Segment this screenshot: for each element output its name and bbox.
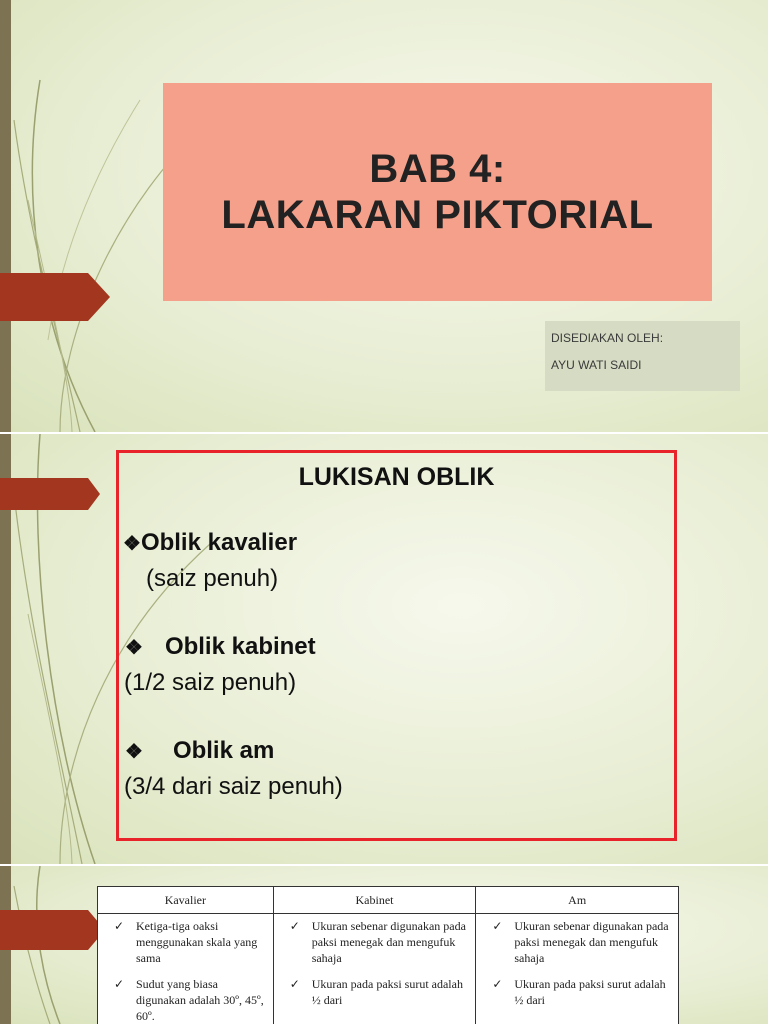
table-row — [98, 914, 679, 1024]
author-box — [545, 321, 740, 391]
oblik-content-box — [116, 450, 677, 841]
header-am: Am — [476, 887, 679, 914]
table-slide — [0, 866, 768, 1024]
diamond-bullet-icon: ❖ — [125, 637, 143, 659]
list-item: ✓ Ukuran pada paksi surut adalah ½ dari — [492, 977, 666, 1007]
check-icon: ✓ — [492, 977, 503, 991]
item-kabinet-sub: (1/2 saiz penuh) — [124, 669, 297, 696]
list-item: ✓ Ukuran pada paksi surut adalah ½ dari — [289, 977, 463, 1007]
title-line-1: BAB 4: — [369, 147, 506, 191]
oblik-slide — [0, 434, 768, 864]
table-cell-kabinet — [273, 914, 476, 1024]
oblik-heading: LUKISAN OBLIK — [298, 463, 495, 491]
list-item: ✓ Sudut yang biasa digunakan adalah 30º, 45º, 60º. — [114, 977, 264, 1023]
item-am-sub: (3/4 dari saiz penuh) — [124, 773, 343, 800]
arrow-tab-icon — [0, 478, 110, 510]
author-label: DISEDIAKAN OLEH: — [551, 331, 664, 345]
check-icon: ✓ — [114, 977, 125, 991]
table-header-row — [98, 887, 679, 914]
table-cell-am — [476, 914, 679, 1024]
check-icon: ✓ — [289, 977, 300, 991]
comparison-table — [97, 886, 679, 1024]
arrow-tab-icon — [0, 273, 110, 321]
check-icon: ✓ — [289, 919, 300, 933]
item-kavalier-title: ❖Oblik kavalier — [123, 529, 298, 556]
item-kavalier-sub: (saiz penuh) — [146, 565, 279, 592]
title-line-2: LAKARAN PIKTORIAL — [221, 193, 654, 237]
arrow-tab-icon — [0, 910, 110, 950]
diamond-bullet-icon: ❖ — [125, 741, 143, 763]
diamond-bullet-icon: ❖ — [123, 533, 141, 555]
check-icon: ✓ — [492, 919, 503, 933]
item-kabinet-title: ❖ Oblik kabinet — [125, 633, 316, 660]
header-kavalier: Kavalier — [98, 887, 274, 914]
author-name: AYU WATI SAIDI — [551, 358, 642, 372]
list-item: ✓ Ukuran sebenar digunakan pada paksi menegak dan mengufuk sahaja — [492, 919, 669, 965]
item-am-title: ❖ Oblik am — [125, 737, 275, 764]
list-item: ✓ Ketiga-tiga oaksi menggunakan skala yang sama — [114, 919, 258, 965]
table-cell-kavalier — [98, 914, 274, 1024]
list-item: ✓ Ukuran sebenar digunakan pada paksi menegak dan mengufuk sahaja — [289, 919, 466, 965]
header-kabinet: Kabinet — [273, 887, 476, 914]
title-box — [163, 83, 712, 301]
check-icon: ✓ — [114, 919, 125, 933]
title-slide — [0, 0, 768, 432]
